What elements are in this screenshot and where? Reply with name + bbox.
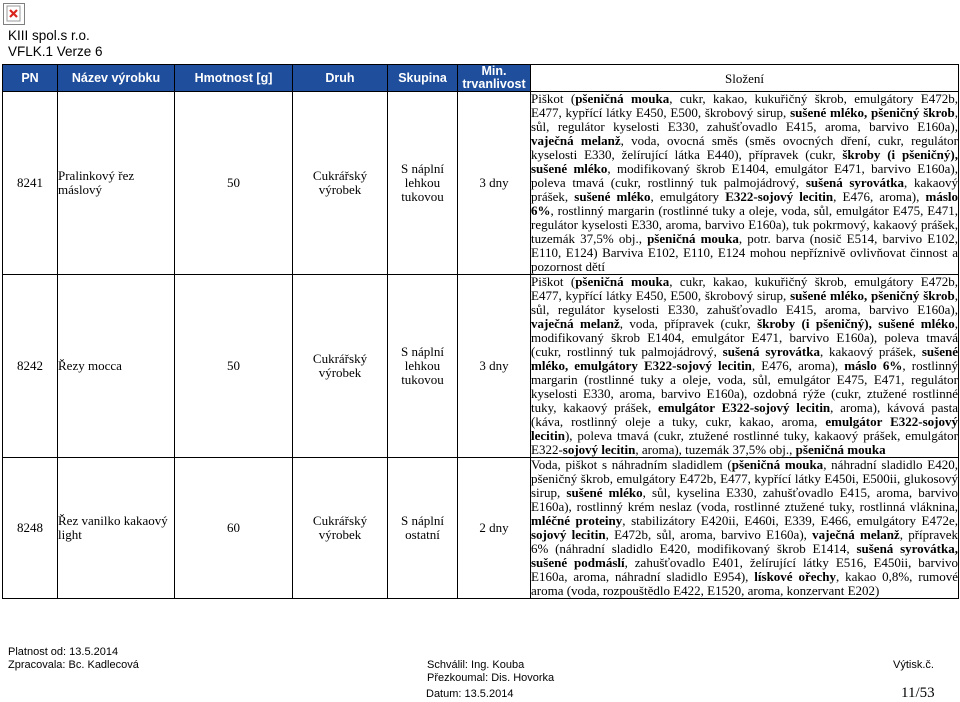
cell-shelf-life: 3 dny — [458, 92, 531, 275]
valid-from: Platnost od: 13.5.2014 — [8, 646, 119, 658]
page-number: 11/53 — [901, 685, 935, 701]
table-row — [3, 458, 959, 599]
copy-number: Výtisk.č. — [893, 659, 934, 671]
cell-pn: 8241 — [3, 92, 58, 275]
cell-type: Cukrářský výrobek — [293, 275, 388, 458]
cell-composition: Voda, piškot s náhradním sladidlem (pšeničná mouka, náhradní sladidlo E420, pšeničný škrob, emulgátory E472b, E477, kypřící látky E450i, E500ii, glukosový sirup, sušené mléko, sůl, kyselina E330, zahušťovadlo E415, aroma, barvivo E160a), rostlinný krém neslaz (voda, rostlinné ztužené tuky, rostlinná vláknina, mléčné proteiny, stabilizátory E420ii, E460i, E339, E466, emulgátory E472e, sojový lecitin, E472b, sůl, aroma, barvivo E160a), vaječná melanž, přípravek 6% (náhradní sladidlo E420, modifikovaný škrob E1414, sušená syrovátka, sušené podmáslí, zahušťovadlo E401, želírující látky E516, E450ii, barvivo E160a, aroma, náhradní sladidlo E954), lískové ořechy, kakao 0,8%, rumové aroma (voda, rozpouštědlo E422, E1520, aroma, konzervant E202) — [531, 457, 959, 598]
header-shelf-life: Min. trvanlivost — [458, 65, 531, 92]
prepared-by: Zpracovala: Bc. Kadlecová — [8, 659, 139, 671]
cell-pn: 8248 — [3, 458, 58, 599]
cell-group: S náplní lehkou tukovou — [388, 275, 458, 458]
image-placeholder-icon — [4, 4, 24, 24]
header-weight: Hmotnost [g] — [175, 65, 293, 92]
document-version: VFLK.1 Verze 6 — [8, 44, 103, 59]
cell-name: Pralinkový řez máslový — [58, 92, 175, 275]
cell-weight: 50 — [175, 92, 293, 275]
header-group: Skupina — [388, 65, 458, 92]
approved-by: Schválil: Ing. Kouba — [427, 659, 525, 671]
header-type: Druh — [293, 65, 388, 92]
cell-composition: Piškot (pšeničná mouka, cukr, kakao, kukuřičný škrob, emulgátory E472b, E477, kypřící látky E450, E500, škrobový sirup, sušené mléko, pšeničný škrob, sůl, regulátor kyselosti E330, zahušťovadlo E415, aroma, barvivo E160a), vaječná melanž, voda, ovocná směs (směs ovocných dření, cukr, regulátor kyselosti E330, želírující látka E440), přípravek (cukr, škroby (i pšeničný), sušené mléko, modifikovaný škrob E1404, emulgátor E471, barvivo E160a), poleva tmavá (cukr, rostlinný tuk palmojádrový, sušená syrovátka, kakaový prášek, sušené mléko, emulgátory E322-sojový lecitin, E476, aroma), máslo 6%, rostlinný margarin (rostlinné tuky a oleje, voda, sůl, emulgátor E475, E471, regulátor kyselosti E330, aroma, barvivo E160a), tuk pokrmový, kakaový prášek, tuzemák 37,5% obj., pšeničná mouka, potr. barva (nosič E514, barvivo E102, E110, E124) Barviva E102, E110, E124 mohou nepříznivě ovlivňovat činnost a pozornost dětí — [531, 91, 959, 274]
cell-weight: 60 — [175, 458, 293, 599]
header-name: Název výrobku — [58, 65, 175, 92]
document-date: Datum: 13.5.2014 — [426, 688, 514, 700]
cell-shelf-life: 2 dny — [458, 458, 531, 599]
cell-type: Cukrářský výrobek — [293, 458, 388, 599]
cell-name: Řez vanilko kakaový light — [58, 458, 175, 599]
product-table — [2, 64, 959, 599]
table-row — [3, 275, 959, 458]
header-pn: PN — [3, 65, 58, 92]
company-header — [8, 28, 103, 60]
cell-shelf-life: 3 dny — [458, 275, 531, 458]
cell-group: S náplní ostatní — [388, 458, 458, 599]
company-name: KIII spol.s r.o. — [8, 28, 90, 43]
cell-type: Cukrářský výrobek — [293, 92, 388, 275]
logo-placeholder — [3, 3, 25, 25]
cell-weight: 50 — [175, 275, 293, 458]
cell-composition: Piškot (pšeničná mouka, cukr, kakao, kukuřičný škrob, emulgátory E472b, E477, kypřící látky E450, E500, škrobový sirup, sušené mléko, pšeničný škrob, sůl, regulátor kyselosti E330, zahušťovadlo E415, aroma, barvivo E160a), vaječná melanž, voda, přípravek (cukr, škroby (i pšeničný), sušené mléko, modifikovaný škrob E1404, emulgátor E471, barvivo E160a), poleva tmavá (cukr, rostlinný tuk palmojádrový, sušená syrovátka, kakaový prášek, sušené mléko, emulgátory E322-sojový lecitin, E476, aroma), máslo 6%, rostlinný margarin (rostlinné tuky a oleje, voda, sůl, emulgátor E475, E471, regulátor kyselosti E330, aroma, barvivo E160a), ozdobná rýže (cukr, ztužené rostlinné tuky, kakaový prášek, emulgátor E322-sojový lecitin, aroma), kávová pasta (káva, rostlinný oleje a tuky, cukr, kakao, aroma, emulgátor E322-sojový lecitin), poleva tmavá (cukr, ztužené rostlinné tuky, kakaový prášek, emulgátor E322-sojový lecitin, aroma), tuzemák 37,5% obj., pšeničná mouka — [531, 274, 959, 457]
cell-name: Řezy mocca — [58, 275, 175, 458]
reviewed-by: Přezkoumal: Dis. Hovorka — [427, 672, 555, 684]
cell-pn: 8242 — [3, 275, 58, 458]
table-header-row — [3, 65, 959, 92]
cell-group: S náplní lehkou tukovou — [388, 92, 458, 275]
table-row — [3, 92, 959, 275]
header-composition: Složení — [531, 65, 959, 92]
